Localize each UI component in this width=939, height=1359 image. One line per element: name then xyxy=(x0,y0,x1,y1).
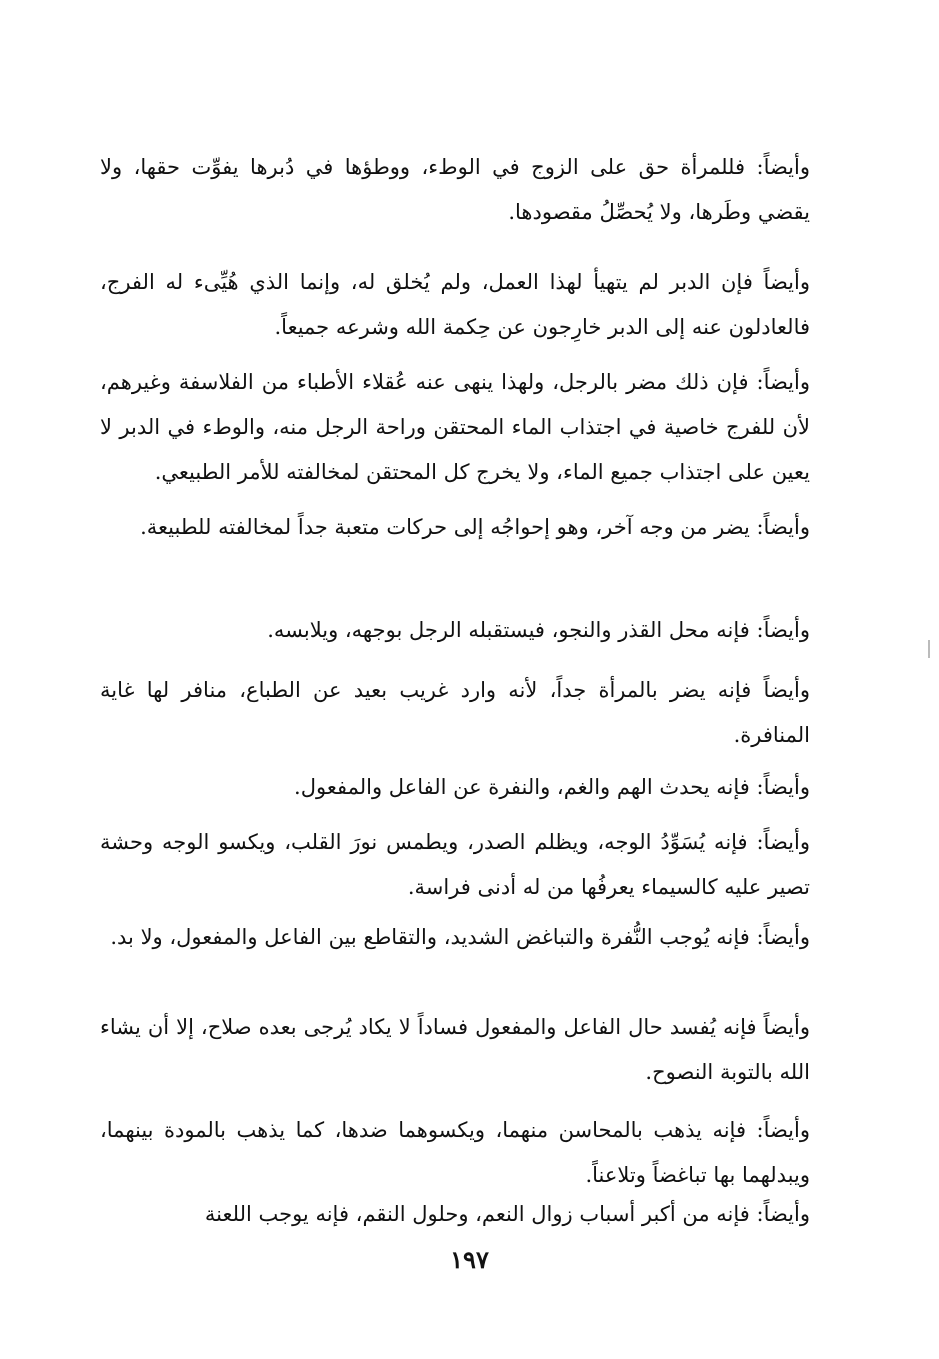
paragraph-11: وأيضاً: فإنه يذهب بالمحاسن منهما، ويكسوهما ضدها، كما يذهب بالمودة بينهما، ويبدلهما بها تباغضاً وتلاعناً. xyxy=(100,1118,810,1187)
paragraph-4: وأيضاً: يضر من وجه آخر، وهو إحواجُه إلى حركات متعبة جداً لمخالفته للطبيعة. xyxy=(140,515,810,539)
page-number: ١٩٧ xyxy=(450,1245,489,1274)
paragraph-3: وأيضاً: فإن ذلك مضر بالرجل، ولهذا ينهى عنه عُقلاء الأطباء من الفلاسفة وغيرهم، لأن للفرج خاصية في اجتذاب الماء المحتقن وراحة الرجل منه، والوطء في الدبر لا يعين على اجتذاب جميع الماء، ولا يخرج كل المحتقن لمخالفته للأمر الطبيعي. xyxy=(100,370,810,484)
paragraph-7: وأيضاً: فإنه يحدث الهم والغم، والنفرة عن الفاعل والمفعول. xyxy=(294,775,810,799)
paragraph-1: وأيضاً: فللمرأة حق على الزوج في الوطء، ووطؤها في دُبرها يفوِّت حقها، ولا يقضي وطَرها، ولا يُحصِّلُ مقصودها. xyxy=(100,155,810,224)
paragraph-10: وأيضاً فإنه يُفسد حال الفاعل والمفعول فساداً لا يكاد يُرجى بعده صلاح، إلا أن يشاء الله بالتوبة النصوح. xyxy=(100,1015,810,1084)
paragraph-6: وأيضاً فإنه يضر بالمرأة جداً، لأنه وارد غريب بعيد عن الطباع، منافر لها غاية المنافرة. xyxy=(100,678,810,747)
paragraph-2: وأيضاً فإن الدبر لم يتهيأ لهذا العمل، ولم يُخلق له، وإنما الذي هُيِّىء له الفرج، فالعادلون عنه إلى الدبر خارِجون عن حِكمة الله وشرعه جميعاً. xyxy=(100,270,810,339)
paragraph-5: وأيضاً: فإنه محل القذر والنجو، فيستقبله الرجل بوجهه، ويلابسه. xyxy=(267,618,810,642)
paragraph-12: وأيضاً: فإنه من أكبر أسباب زوال النعم، وحلول النقم، فإنه يوجب اللعنة xyxy=(204,1202,810,1226)
paragraph-8: وأيضاً: فإنه يُسَوِّدُ الوجه، ويظلم الصدر، ويطمس نورَ القلب، ويكسو الوجه وحشة تصير عليه كالسيماء يعرفُها من له أدنى فراسة. xyxy=(100,830,810,899)
margin-mark xyxy=(928,640,930,658)
paragraph-9: وأيضاً: فإنه يُوجب النُّفرة والتباغض الشديد، والتقاطع بين الفاعل والمفعول، ولا بد. xyxy=(110,925,810,949)
